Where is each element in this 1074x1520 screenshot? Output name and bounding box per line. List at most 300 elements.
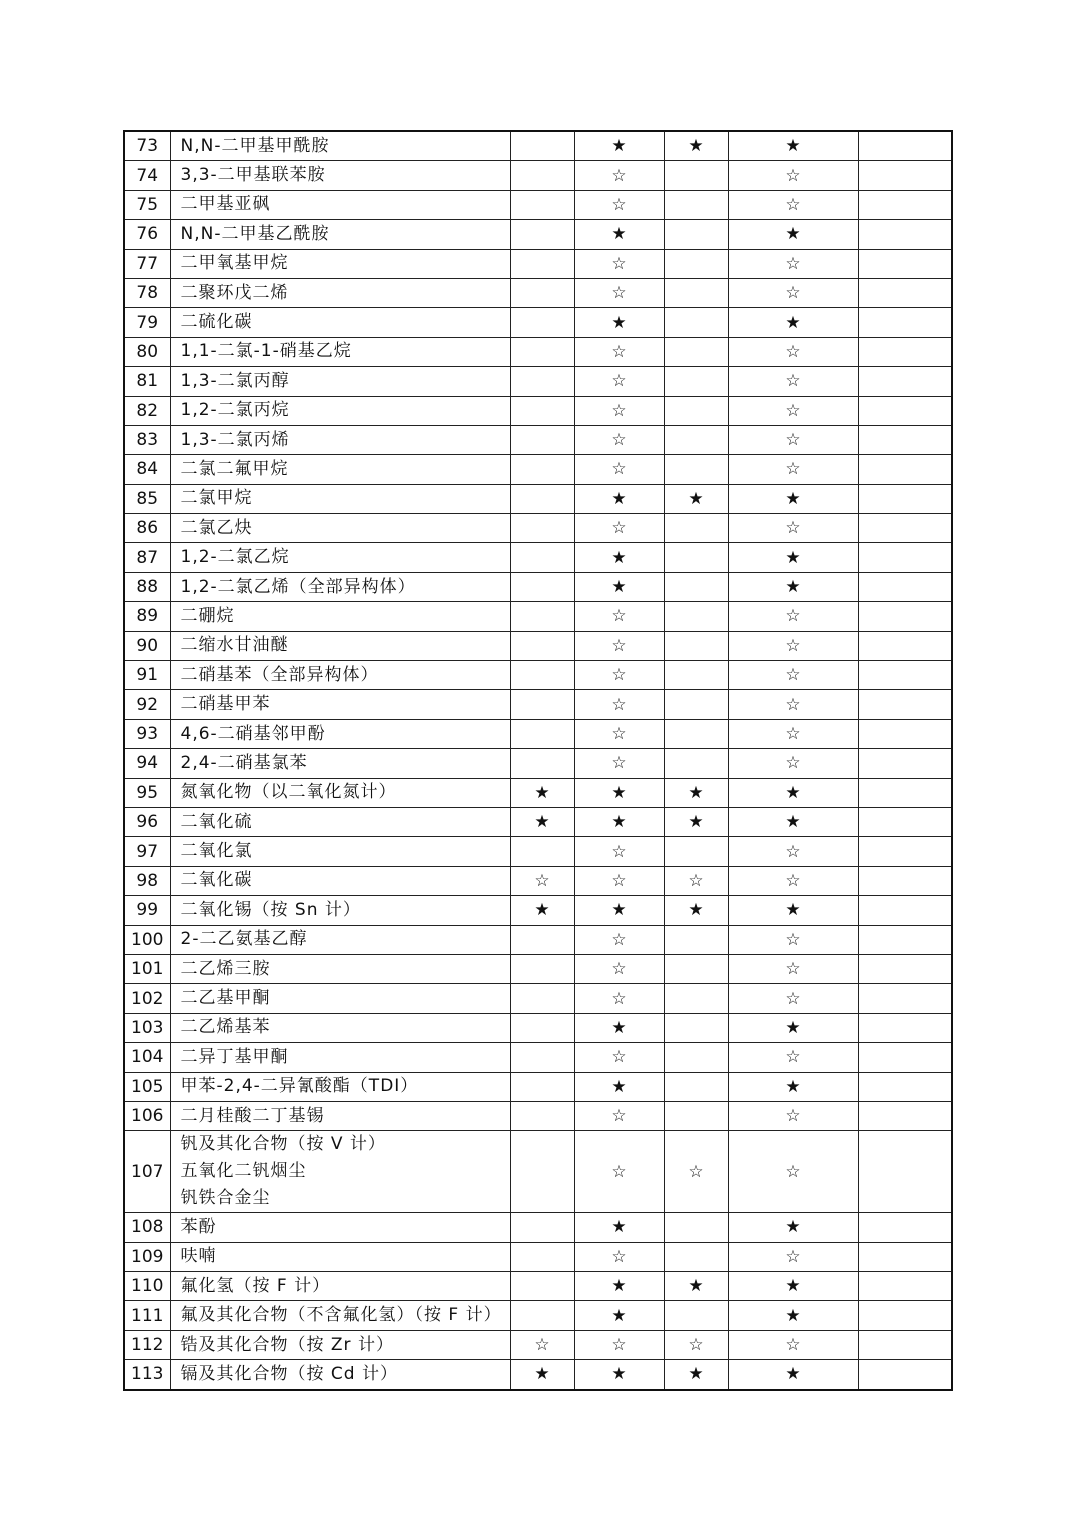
table-row [124, 896, 952, 925]
mark-cell-c1 [510, 337, 574, 366]
mark-cell-c2: ★ [574, 1013, 664, 1042]
mark-cell-c4: ★ [728, 484, 858, 513]
row-number: 84 [124, 455, 170, 484]
mark-cell-c1 [510, 1013, 574, 1042]
mark-cell-c2: ☆ [574, 749, 664, 778]
substance-name [170, 837, 510, 866]
mark-cell-c2: ★ [574, 807, 664, 836]
substance-name [170, 690, 510, 719]
mark-cell-c5 [858, 1360, 952, 1390]
mark-cell-c2: ☆ [574, 425, 664, 454]
table-row [124, 543, 952, 572]
substance-name [170, 425, 510, 454]
mark-cell-c2: ☆ [574, 837, 664, 866]
substance-name [170, 131, 510, 161]
mark-cell-c3: ★ [664, 1272, 728, 1301]
substance-name [170, 925, 510, 954]
mark-cell-c1 [510, 1101, 574, 1130]
table-row [124, 572, 952, 601]
mark-cell-c5 [858, 367, 952, 396]
mark-cell-c3 [664, 837, 728, 866]
table-row [124, 455, 952, 484]
substance-name-line: 二硼烷 [180, 605, 235, 626]
substance-name [170, 1242, 510, 1271]
row-number: 104 [124, 1043, 170, 1072]
mark-cell-c4: ☆ [728, 425, 858, 454]
mark-cell-c1 [510, 484, 574, 513]
mark-cell-c3: ☆ [664, 1131, 728, 1213]
mark-cell-c2: ☆ [574, 866, 664, 895]
mark-cell-c5 [858, 866, 952, 895]
substance-name [170, 1131, 510, 1213]
row-number: 85 [124, 484, 170, 513]
mark-cell-c3: ☆ [664, 1330, 728, 1359]
substance-name-line: 二甲基亚砜 [180, 194, 271, 215]
substance-name-line: 氮氧化物（以二氧化氮计） [180, 782, 397, 803]
row-number: 74 [124, 161, 170, 190]
mark-cell-c5 [858, 1131, 952, 1213]
substance-name [170, 455, 510, 484]
mark-cell-c4: ☆ [728, 719, 858, 748]
substance-name-line: 钒铁合金尘 [180, 1188, 271, 1209]
mark-cell-c2: ☆ [574, 1242, 664, 1271]
mark-cell-c1 [510, 602, 574, 631]
row-number: 82 [124, 396, 170, 425]
mark-cell-c1 [510, 572, 574, 601]
mark-cell-c2: ★ [574, 1213, 664, 1242]
mark-cell-c5 [858, 1213, 952, 1242]
substance-name [170, 896, 510, 925]
mark-cell-c3 [664, 455, 728, 484]
row-number: 107 [124, 1131, 170, 1213]
row-number: 80 [124, 337, 170, 366]
mark-cell-c5 [858, 984, 952, 1013]
table-row [124, 367, 952, 396]
mark-cell-c1 [510, 1213, 574, 1242]
mark-cell-c4: ☆ [728, 925, 858, 954]
mark-cell-c4: ★ [728, 778, 858, 807]
mark-cell-c2: ☆ [574, 161, 664, 190]
mark-cell-c2: ★ [574, 896, 664, 925]
substance-name [170, 367, 510, 396]
substance-name [170, 543, 510, 572]
mark-cell-c2: ★ [574, 1072, 664, 1101]
mark-cell-c5 [858, 308, 952, 337]
substance-name [170, 661, 510, 690]
table-row [124, 837, 952, 866]
mark-cell-c1 [510, 631, 574, 660]
mark-cell-c1 [510, 1301, 574, 1330]
mark-cell-c4: ☆ [728, 161, 858, 190]
row-number: 109 [124, 1242, 170, 1271]
mark-cell-c5 [858, 278, 952, 307]
row-number: 106 [124, 1101, 170, 1130]
mark-cell-c3 [664, 749, 728, 778]
mark-cell-c3: ★ [664, 484, 728, 513]
table-row [124, 602, 952, 631]
mark-cell-c4: ★ [728, 1360, 858, 1390]
substance-name [170, 1072, 510, 1101]
table-row [124, 749, 952, 778]
mark-cell-c5 [858, 690, 952, 719]
row-number: 81 [124, 367, 170, 396]
substance-name-line: 1,3-二氯丙醇 [180, 370, 290, 391]
mark-cell-c3 [664, 1301, 728, 1330]
mark-cell-c5 [858, 543, 952, 572]
mark-cell-c2: ★ [574, 220, 664, 249]
substance-name [170, 1043, 510, 1072]
mark-cell-c1 [510, 308, 574, 337]
mark-cell-c1 [510, 1272, 574, 1301]
table-row [124, 778, 952, 807]
mark-cell-c5 [858, 1043, 952, 1072]
substance-name-line: 1,2-二氯乙烷 [180, 547, 290, 568]
substance-name [170, 1272, 510, 1301]
table-row [124, 1131, 952, 1213]
mark-cell-c2: ☆ [574, 1330, 664, 1359]
substance-name-line: 二硫化碳 [180, 312, 253, 333]
substance-name [170, 514, 510, 543]
mark-cell-c5 [858, 1013, 952, 1042]
table-row [124, 484, 952, 513]
row-number: 100 [124, 925, 170, 954]
table-row [124, 1072, 952, 1101]
substance-name-line: 氟及其化合物（不含氟化氢）（按 F 计） [180, 1305, 502, 1326]
mark-cell-c5 [858, 161, 952, 190]
substance-name-line: 甲苯-2,4-二异氰酸酯（TDI） [180, 1076, 419, 1097]
mark-cell-c1 [510, 190, 574, 219]
mark-cell-c2: ★ [574, 543, 664, 572]
mark-cell-c4: ☆ [728, 337, 858, 366]
mark-cell-c5 [858, 1072, 952, 1101]
mark-cell-c4: ☆ [728, 1043, 858, 1072]
mark-cell-c1 [510, 954, 574, 983]
mark-cell-c1 [510, 396, 574, 425]
mark-cell-c2: ☆ [574, 984, 664, 1013]
mark-cell-c4: ★ [728, 1072, 858, 1101]
substance-name-line: 呋喃 [180, 1246, 217, 1267]
mark-cell-c5 [858, 749, 952, 778]
mark-cell-c2: ★ [574, 484, 664, 513]
substance-name [170, 1013, 510, 1042]
mark-cell-c2: ☆ [574, 396, 664, 425]
mark-cell-c3: ★ [664, 896, 728, 925]
mark-cell-c1 [510, 161, 574, 190]
table-row [124, 690, 952, 719]
mark-cell-c3 [664, 925, 728, 954]
mark-cell-c2: ★ [574, 1360, 664, 1390]
mark-cell-c3: ☆ [664, 866, 728, 895]
mark-cell-c2: ★ [574, 778, 664, 807]
mark-cell-c2: ☆ [574, 514, 664, 543]
mark-cell-c2: ☆ [574, 1101, 664, 1130]
mark-cell-c3 [664, 1043, 728, 1072]
mark-cell-c3: ★ [664, 131, 728, 161]
row-number: 76 [124, 220, 170, 249]
substance-name [170, 278, 510, 307]
mark-cell-c4: ★ [728, 1301, 858, 1330]
row-number: 97 [124, 837, 170, 866]
mark-cell-c4: ☆ [728, 367, 858, 396]
mark-cell-c5 [858, 396, 952, 425]
mark-cell-c2: ★ [574, 572, 664, 601]
mark-cell-c3 [664, 367, 728, 396]
mark-cell-c1 [510, 1131, 574, 1213]
row-number: 78 [124, 278, 170, 307]
substance-name-line: 二聚环戊二烯 [180, 282, 289, 303]
mark-cell-c3 [664, 719, 728, 748]
row-number: 108 [124, 1213, 170, 1242]
row-number: 91 [124, 661, 170, 690]
row-number: 96 [124, 807, 170, 836]
substance-name [170, 1213, 510, 1242]
table-row [124, 161, 952, 190]
substance-name-line: 二乙烯基苯 [180, 1017, 271, 1038]
row-number: 103 [124, 1013, 170, 1042]
mark-cell-c3 [664, 1242, 728, 1271]
mark-cell-c3 [664, 425, 728, 454]
mark-cell-c4: ☆ [728, 1131, 858, 1213]
substance-name-line: 二乙基甲酮 [180, 988, 271, 1009]
mark-cell-c2: ☆ [574, 337, 664, 366]
mark-cell-c5 [858, 1272, 952, 1301]
mark-cell-c2: ★ [574, 308, 664, 337]
mark-cell-c4: ★ [728, 1213, 858, 1242]
substance-name-line: 苯酚 [180, 1216, 217, 1237]
table-row [124, 220, 952, 249]
substance-name-line: 1,1-二氯-1-硝基乙烷 [180, 341, 352, 362]
row-number: 105 [124, 1072, 170, 1101]
row-number: 101 [124, 954, 170, 983]
mark-cell-c2: ☆ [574, 455, 664, 484]
mark-cell-c4: ☆ [728, 1101, 858, 1130]
table-row [124, 984, 952, 1013]
table-row [124, 954, 952, 983]
mark-cell-c3: ★ [664, 1360, 728, 1390]
mark-cell-c2: ★ [574, 1272, 664, 1301]
mark-cell-c1 [510, 690, 574, 719]
substance-name [170, 572, 510, 601]
mark-cell-c4: ☆ [728, 984, 858, 1013]
mark-cell-c2: ☆ [574, 249, 664, 278]
mark-cell-c5 [858, 484, 952, 513]
substance-name-line: 镉及其化合物（按 Cd 计） [180, 1363, 398, 1384]
mark-cell-c1: ★ [510, 807, 574, 836]
mark-cell-c5 [858, 602, 952, 631]
substance-name-line: N,N-二甲基乙酰胺 [180, 223, 330, 244]
mark-cell-c2: ☆ [574, 954, 664, 983]
table-row [124, 1013, 952, 1042]
substance-name [170, 807, 510, 836]
mark-cell-c1: ☆ [510, 866, 574, 895]
mark-cell-c3 [664, 190, 728, 219]
mark-cell-c4: ★ [728, 1272, 858, 1301]
mark-cell-c3 [664, 278, 728, 307]
mark-cell-c5 [858, 131, 952, 161]
mark-cell-c4: ★ [728, 131, 858, 161]
mark-cell-c4: ☆ [728, 514, 858, 543]
mark-cell-c1: ★ [510, 778, 574, 807]
table-row [124, 1330, 952, 1359]
mark-cell-c5 [858, 778, 952, 807]
row-number: 86 [124, 514, 170, 543]
table-row [124, 925, 952, 954]
substance-name [170, 954, 510, 983]
table-row [124, 719, 952, 748]
substance-name [170, 337, 510, 366]
substance-name-line: 二硝基甲苯 [180, 694, 271, 715]
mark-cell-c1: ☆ [510, 1330, 574, 1359]
mark-cell-c1: ★ [510, 1360, 574, 1390]
mark-cell-c2: ☆ [574, 278, 664, 307]
mark-cell-c1: ★ [510, 896, 574, 925]
mark-cell-c4: ☆ [728, 749, 858, 778]
mark-cell-c4: ☆ [728, 631, 858, 660]
mark-cell-c3 [664, 631, 728, 660]
row-number: 88 [124, 572, 170, 601]
mark-cell-c5 [858, 631, 952, 660]
substance-name-line: 二月桂酸二丁基锡 [180, 1105, 325, 1126]
row-number: 113 [124, 1360, 170, 1390]
mark-cell-c1 [510, 925, 574, 954]
table-row [124, 661, 952, 690]
mark-cell-c3 [664, 514, 728, 543]
mark-cell-c4: ★ [728, 1013, 858, 1042]
row-number: 92 [124, 690, 170, 719]
table-row [124, 337, 952, 366]
substance-name-line: 二氧化硫 [180, 811, 253, 832]
mark-cell-c1 [510, 984, 574, 1013]
table-row [124, 866, 952, 895]
mark-cell-c3 [664, 249, 728, 278]
mark-cell-c5 [858, 896, 952, 925]
mark-cell-c2: ☆ [574, 1131, 664, 1213]
mark-cell-c2: ★ [574, 131, 664, 161]
mark-cell-c3 [664, 1013, 728, 1042]
mark-cell-c4: ☆ [728, 249, 858, 278]
mark-cell-c5 [858, 514, 952, 543]
substance-name [170, 631, 510, 660]
table-row [124, 807, 952, 836]
mark-cell-c3 [664, 572, 728, 601]
mark-cell-c4: ☆ [728, 190, 858, 219]
mark-cell-c5 [858, 837, 952, 866]
substance-name [170, 1101, 510, 1130]
mark-cell-c4: ★ [728, 572, 858, 601]
table-row [124, 249, 952, 278]
substance-name-line: 1,2-二氯乙烯（全部异构体） [180, 576, 416, 597]
mark-cell-c5 [858, 220, 952, 249]
mark-cell-c3 [664, 220, 728, 249]
mark-cell-c2: ☆ [574, 367, 664, 396]
mark-cell-c5 [858, 1242, 952, 1271]
table-row [124, 631, 952, 660]
mark-cell-c1 [510, 837, 574, 866]
mark-cell-c4: ☆ [728, 866, 858, 895]
substance-name-line: 二甲氧基甲烷 [180, 253, 289, 274]
row-number: 89 [124, 602, 170, 631]
mark-cell-c1 [510, 249, 574, 278]
mark-cell-c1 [510, 514, 574, 543]
substance-name [170, 1360, 510, 1390]
substance-name-line: 二氯二氟甲烷 [180, 458, 289, 479]
mark-cell-c4: ☆ [728, 1330, 858, 1359]
mark-cell-c2: ★ [574, 1301, 664, 1330]
mark-cell-c3 [664, 543, 728, 572]
table-row [124, 190, 952, 219]
table-row [124, 1360, 952, 1390]
mark-cell-c1 [510, 661, 574, 690]
mark-cell-c1 [510, 220, 574, 249]
substance-name-line: 1,3-二氯丙烯 [180, 429, 290, 450]
substance-name-line: 3,3-二甲基联苯胺 [180, 165, 326, 186]
mark-cell-c5 [858, 1301, 952, 1330]
mark-cell-c4: ★ [728, 543, 858, 572]
mark-cell-c5 [858, 249, 952, 278]
mark-cell-c2: ☆ [574, 925, 664, 954]
substance-name [170, 778, 510, 807]
mark-cell-c4: ☆ [728, 837, 858, 866]
substance-name [170, 866, 510, 895]
mark-cell-c3 [664, 602, 728, 631]
mark-cell-c2: ☆ [574, 661, 664, 690]
mark-cell-c1 [510, 719, 574, 748]
mark-cell-c3 [664, 337, 728, 366]
mark-cell-c5 [858, 190, 952, 219]
substance-name [170, 396, 510, 425]
substance-name [170, 249, 510, 278]
mark-cell-c5 [858, 954, 952, 983]
substance-name [170, 984, 510, 1013]
mark-cell-c3 [664, 954, 728, 983]
mark-cell-c2: ☆ [574, 719, 664, 748]
substance-name [170, 308, 510, 337]
mark-cell-c5 [858, 719, 952, 748]
row-number: 87 [124, 543, 170, 572]
mark-cell-c1 [510, 455, 574, 484]
mark-cell-c1 [510, 131, 574, 161]
table-row [124, 1301, 952, 1330]
substance-name [170, 719, 510, 748]
substance-table [123, 130, 953, 1391]
row-number: 75 [124, 190, 170, 219]
table-row [124, 1213, 952, 1242]
mark-cell-c1 [510, 543, 574, 572]
mark-cell-c4: ☆ [728, 278, 858, 307]
mark-cell-c3: ★ [664, 807, 728, 836]
substance-name-line: 二氯乙炔 [180, 517, 253, 538]
substance-name-line: 2,4-二硝基氯苯 [180, 752, 308, 773]
substance-name [170, 602, 510, 631]
substance-name-line: 二缩水甘油醚 [180, 635, 289, 656]
mark-cell-c3 [664, 1101, 728, 1130]
mark-cell-c1 [510, 367, 574, 396]
substance-name-line: 二硝基苯（全部异构体） [180, 664, 379, 685]
substance-name-line: 二乙烯三胺 [180, 958, 271, 979]
mark-cell-c4: ☆ [728, 396, 858, 425]
mark-cell-c4: ★ [728, 220, 858, 249]
table-row [124, 278, 952, 307]
table-row [124, 396, 952, 425]
table-row [124, 131, 952, 161]
mark-cell-c5 [858, 1101, 952, 1130]
mark-cell-c5 [858, 925, 952, 954]
substance-name-line: 4,6-二硝基邻甲酚 [180, 723, 326, 744]
substance-name-line: 五氧化二钒烟尘 [180, 1161, 307, 1182]
row-number: 83 [124, 425, 170, 454]
substance-name-line: 二异丁基甲酮 [180, 1046, 289, 1067]
substance-name [170, 1330, 510, 1359]
